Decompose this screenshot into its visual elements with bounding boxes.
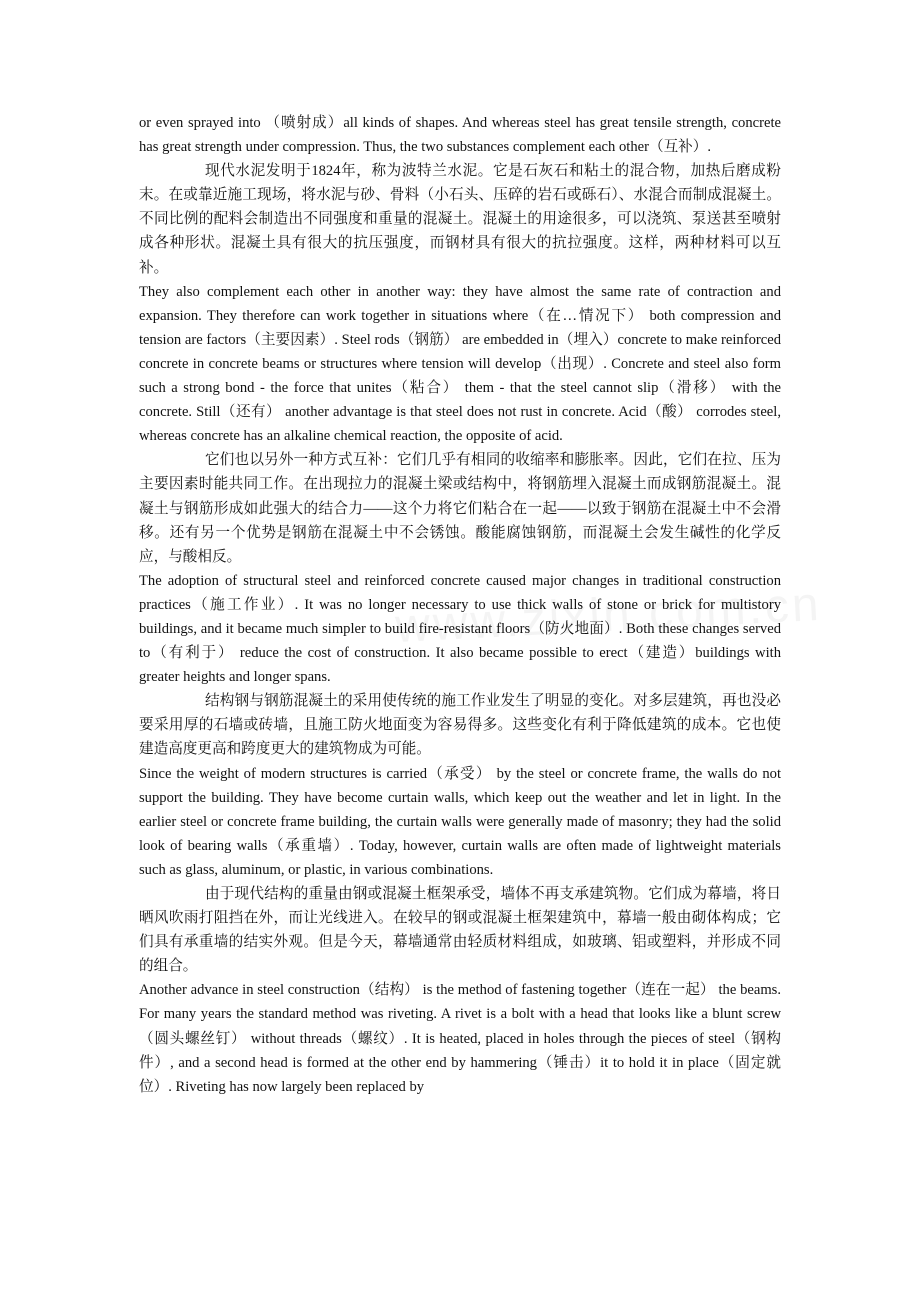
paragraph-zh-3: 结构钢与钢筋混凝土的采用使传统的施工作业发生了明显的变化。对多层建筑，再也没必要采用厚的石墙或砖墙，且施工防火地面变为容易得多。这些变化有利于降低建筑的成本。它也使建造高度更高和跨度更大的建筑物成为可能。 <box>139 693 781 758</box>
document-body <box>139 111 781 1099</box>
paragraph-en-1: or even sprayed into （喷射成）all kinds of shapes. And whereas steel has great tensile strength, concrete has great strength under compression. Thus, the two substances complement each other（互补）. <box>139 115 781 156</box>
paragraph-zh-4: 由于现代结构的重量由钢或混凝土框架承受，墙体不再支承建筑物。它们成为幕墙，将日晒风吹雨打阻挡在外，而让光线进入。在较早的钢或混凝土框架建筑中，幕墙一般由砌体构成；它们具有承重墙的结实外观。但是今天，幕墙通常由轻质材料组成，如玻璃、铝或塑料，并形成不同的组合。 <box>139 886 781 975</box>
paragraph-en-2: They also complement each other in another way: they have almost the same rate of contraction and expansion. They therefore can work together in situations where（在…情况下） both compression and tension are factors（主要因素）. Steel rods（钢筋） are embedded in（埋入）concrete to make reinforced concrete in concrete beams or structures where tension will develop（出现）. Concrete and steel also form such a strong bond - the force that unites（粘合） them - that the steel cannot slip（滑移） with the concrete. Still（还有） another advantage is that steel does not rust in concrete. Acid（酸） corrodes steel, whereas concrete has an alkaline chemical reaction, the opposite of acid. <box>139 283 781 445</box>
paragraph-en-5: Another advance in steel construction（结构） is the method of fastening together（连在一起） the beams. For many years the standard method was riveting. A rivet is a bolt with a head that looks like a blunt screw（圆头螺丝钉） without threads（螺纹）. It is heated, placed in holes through the pieces of steel（钢构件）, and a second head is formed at the other end by hammering（锤击）it to hold it in place（固定就位）. Riveting has now largely been replaced by <box>139 982 781 1095</box>
paragraph-zh-2: 它们也以另外一种方式互补：它们几乎有相同的收缩率和膨胀率。因此，它们在拉、压为主要因素时能共同工作。在出现拉力的混凝土梁或结构中，将钢筋埋入混凝土而成钢筋混凝土。混凝土与钢筋形成如此强大的结合力——这个力将它们粘合在一起——以致于钢筋在混凝土中不会滑移。还有另一个优势是钢筋在混凝土中不会锈蚀。酸能腐蚀钢筋，而混凝土会发生碱性的化学反应，与酸相反。 <box>139 452 781 565</box>
paragraph-en-4: Since the weight of modern structures is carried（承受） by the steel or concrete frame, the walls do not support the building. They have become curtain walls, which keep out the weather and let in light. In the earlier steel or concrete frame building, the curtain walls were generally made of masonry; they had the solid look of bearing walls（承重墙）. Today, however, curtain walls are often made of lightweight materials such as glass, aluminum, or plastic, in various combinations. <box>139 765 781 878</box>
paragraph-en-3: The adoption of structural steel and reinforced concrete caused major changes in traditional construction practices（施工作业）. It was no longer necessary to use thick walls of stone or brick for multistory buildings, and it became much simpler to build fire-resistant floors（防火地面）. Both these changes served to（有利于） reduce the cost of construction. It also became possible to erect（建造）buildings with greater heights and longer spans. <box>139 572 781 686</box>
paragraph-zh-1: 现代水泥发明于1824年，称为波特兰水泥。它是石灰石和粘土的混合物，加热后磨成粉末。在或靠近施工现场，将水泥与砂、骨料（小石头、压碎的岩石或砾石）、水混合而制成混凝土。不同比例的配料会制造出不同强度和重量的混凝土。混凝土的用途很多，可以浇筑、泵送甚至喷射成各种形状。混凝土具有很大的抗压强度，而钢材具有很大的抗拉强度。这样，两种材料可以互补。 <box>139 163 781 276</box>
